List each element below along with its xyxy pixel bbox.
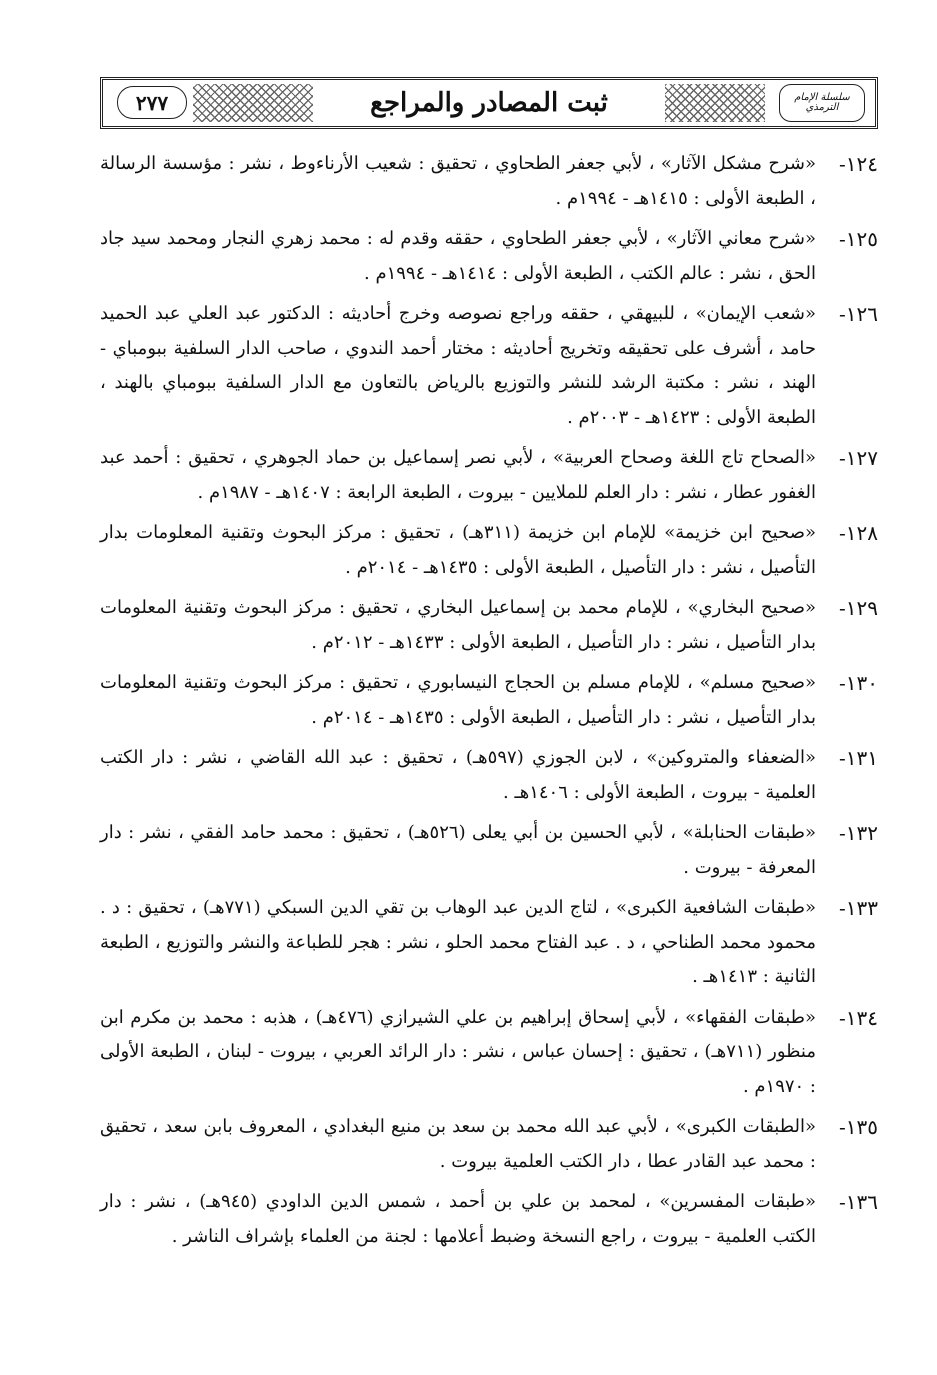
entry-number: ١٣٠- bbox=[839, 671, 878, 695]
entry-number: ١٣٣- bbox=[839, 896, 878, 920]
bibliography-entry bbox=[100, 816, 878, 885]
page-title: ثبت المصادر والمراجع bbox=[318, 84, 660, 122]
bibliography-list bbox=[100, 147, 878, 1260]
entry-text: «طبقات الشافعية الكبرى» ، لتاج الدين عبد الوهاب بن تقي الدين السبكي (٧٧١هـ) ، تحقيق : د . محمود محمد الطناحي ، د . عبد الفتاح محمد الحلو ، نشر : هجر للطباعة والنشر والتوزيع ، الطبعة الثانية : ١٤١٣هـ . bbox=[100, 897, 816, 987]
bibliography-entry bbox=[100, 591, 878, 660]
bibliography-entry bbox=[100, 222, 878, 291]
entry-text: «طبقات الفقهاء» ، لأبي إسحاق إبراهيم بن علي الشيرازي (٤٧٦هـ) ، هذبه : محمد بن مكرم ابن منظور (٧١١هـ) ، تحقيق : إحسان عباس ، نشر : دار الرائد العربي ، بيروت - لبنان ، الطبعة الأولى : ١٩٧٠م . bbox=[100, 1006, 816, 1097]
bibliography-entry bbox=[100, 1110, 878, 1179]
series-logo-text: سلسلة الإمام الترمذي bbox=[794, 91, 850, 113]
bibliography-entry bbox=[100, 516, 878, 585]
entry-text: «شرح معاني الآثار» ، لأبي جعفر الطحاوي ، حققه وقدم له : محمد زهري النجار ومحمد سيد جاد الحق ، نشر : عالم الكتب ، الطبعة الأولى : ١٤١٤هـ - ١٩٩٤م . bbox=[100, 228, 816, 284]
bibliography-entry bbox=[100, 297, 878, 435]
entry-number: ١٣٦- bbox=[839, 1190, 878, 1214]
bibliography-entry bbox=[100, 1001, 878, 1105]
entry-text: «طبقات الحنابلة» ، لأبي الحسين بن أبي يعلى (٥٢٦هـ) ، تحقيق : محمد حامد الفقي ، نشر : دار المعرفة - بيروت . bbox=[100, 822, 816, 878]
entry-text: «صحيح مسلم» ، للإمام مسلم بن الحجاج النيسابوري ، تحقيق : مركز البحوث وتقنية المعلومات بدار التأصيل ، نشر : دار التأصيل ، الطبعة الأولى : ١٤٣٥هـ - ٢٠١٤م . bbox=[100, 672, 816, 728]
page-number: ٢٧٧ bbox=[117, 86, 187, 119]
entry-text: «شرح مشكل الآثار» ، لأبي جعفر الطحاوي ، تحقيق : شعيب الأرناءوط ، نشر : مؤسسة الرسالة ، الطبعة الأولى : ١٤١٥هـ - ١٩٩٤م . bbox=[100, 153, 816, 209]
page-header bbox=[100, 77, 878, 129]
series-logo bbox=[779, 84, 865, 122]
header-ornament-left bbox=[193, 84, 313, 122]
entry-number: ١٢٧- bbox=[839, 446, 878, 470]
bibliography-entry bbox=[100, 741, 878, 810]
entry-number: ١٣٥- bbox=[839, 1115, 878, 1139]
header-ornament-right bbox=[665, 84, 765, 122]
entry-text: «صحيح البخاري» ، للإمام محمد بن إسماعيل البخاري ، تحقيق : مركز البحوث وتقنية المعلومات بدار التأصيل ، نشر : دار التأصيل ، الطبعة الأولى : ١٤٣٣هـ - ٢٠١٢م . bbox=[100, 597, 816, 653]
entry-text: «الطبقات الكبرى» ، لأبي عبد الله محمد بن سعد بن منيع البغدادي ، المعروف بابن سعد ، تحقيق : محمد عبد القادر عطا ، دار الكتب العلمية بيروت . bbox=[100, 1116, 816, 1172]
entry-number: ١٣٢- bbox=[839, 821, 878, 845]
entry-number: ١٢٨- bbox=[839, 521, 878, 545]
bibliography-entry bbox=[100, 666, 878, 735]
entry-number: ١٢٦- bbox=[839, 302, 878, 326]
entry-number: ١٣٤- bbox=[839, 1005, 878, 1030]
bibliography-entry bbox=[100, 441, 878, 510]
bibliography-entry bbox=[100, 891, 878, 995]
entry-number: ١٢٥- bbox=[839, 227, 878, 251]
entry-text: «الضعفاء والمتروكين» ، لابن الجوزي (٥٩٧هـ) ، تحقيق : عبد الله القاضي ، نشر : دار الكتب العلمية - بيروت ، الطبعة الأولى : ١٤٠٦هـ . bbox=[100, 747, 816, 803]
entry-text: «صحيح ابن خزيمة» للإمام ابن خزيمة (٣١١هـ) ، تحقيق : مركز البحوث وتقنية المعلومات بدار التأصيل ، نشر : دار التأصيل ، الطبعة الأولى : ١٤٣٥هـ - ٢٠١٤م . bbox=[100, 522, 816, 578]
bibliography-entry bbox=[100, 147, 878, 216]
entry-text: «الصحاح تاج اللغة وصحاح العربية» ، لأبي نصر إسماعيل بن حماد الجوهري ، تحقيق : أحمد عبد الغفور عطار ، نشر : دار العلم للملايين - بيروت ، الطبعة الرابعة : ١٤٠٧هـ - ١٩٨٧م . bbox=[100, 447, 816, 503]
entry-text: «طبقات المفسرين» ، لمحمد بن علي بن أحمد ، شمس الدين الداودي (٩٤٥هـ) ، نشر : دار الكتب العلمية - بيروت ، راجع النسخة وضبط أعلامها : لجنة من العلماء بإشراف الناشر . bbox=[100, 1191, 816, 1247]
entry-number: ١٢٩- bbox=[839, 596, 878, 620]
entry-number: ١٣١- bbox=[839, 746, 878, 770]
bibliography-entry bbox=[100, 1185, 878, 1254]
entry-number: ١٢٤- bbox=[839, 152, 878, 176]
entry-text: «شعب الإيمان» ، للبيهقي ، حققه وراجع نصوصه وخرج أحاديثه : الدكتور عبد العلي عبد الحميد حامد ، أشرف على تحقيقه وتخريج أحاديثه : مختار أحمد الندوي ، صاحب الدار السلفية ببومباي - الهند ، نشر : مكتبة الرشد للنشر والتوزيع بالرياض بالتعاون مع الدار السلفية ببومباي بالهند ، الطبعة الأولى : ١٤٢٣هـ - ٢٠٠٣م . bbox=[100, 303, 816, 428]
